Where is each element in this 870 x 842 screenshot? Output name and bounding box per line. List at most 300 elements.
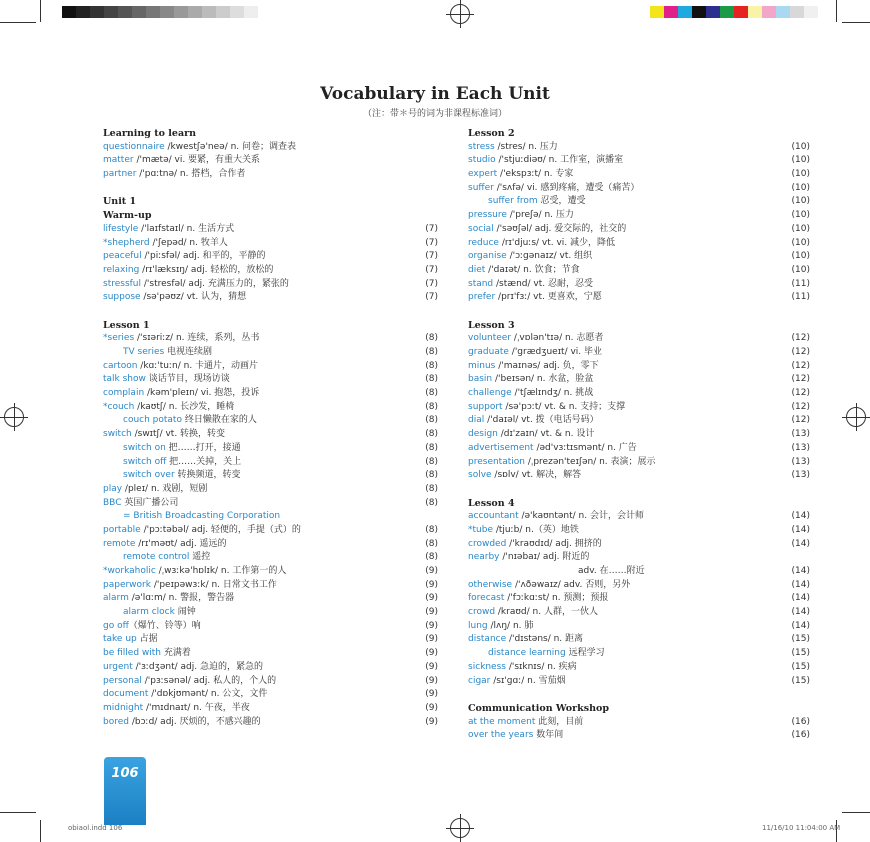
vocab-page-ref: (14) xyxy=(791,566,810,576)
vocab-definition: /rɪ'məʊt/ adj. 遥远的 xyxy=(135,538,227,549)
vocab-page-ref: (7) xyxy=(425,251,438,262)
vocab-word: pressure xyxy=(468,210,507,221)
vocab-definition: /swɪtʃ/ vt. 转换，转变 xyxy=(131,429,226,440)
vocab-definition: 电视连续剧 xyxy=(164,347,213,357)
vocab-word: questionnaire xyxy=(103,141,165,152)
vocab-entry-text xyxy=(468,551,786,565)
vocab-entry xyxy=(468,551,810,565)
vocab-word: *workaholic xyxy=(103,566,156,576)
vocab-page-ref: (9) xyxy=(425,675,438,686)
vocab-page-ref: (10) xyxy=(791,264,810,275)
vocab-page-ref xyxy=(414,168,438,182)
vocab-word: distance xyxy=(468,634,507,645)
vocab-entry-text xyxy=(468,633,786,647)
page-number: 106 xyxy=(111,766,139,781)
vocab-definition: /ˌvɒlən'tɪə/ n. 志愿者 xyxy=(511,333,604,344)
vocab-definition: 英国广播公司 xyxy=(121,497,179,508)
vocab-entry-text xyxy=(103,332,414,346)
vocab-entry xyxy=(468,223,810,237)
vocab-entry xyxy=(103,469,438,483)
vocab-word: dial xyxy=(468,415,485,426)
vocab-word: couch potato xyxy=(123,415,182,426)
vocab-word: forecast xyxy=(468,593,505,604)
vocab-page-ref: (8) xyxy=(425,470,438,481)
section-heading: Unit 1 xyxy=(103,196,137,208)
vocab-page-ref: (13) xyxy=(791,442,810,453)
vocab-entry-text xyxy=(468,373,786,387)
vocab-entry-text xyxy=(468,360,786,374)
vocab-page-ref: (9) xyxy=(425,593,438,604)
crop-mark xyxy=(842,812,870,813)
registration-mark-bottom xyxy=(446,814,474,842)
spacer xyxy=(468,688,810,702)
vocab-definition: /'ʃepəd/ n. 牧羊人 xyxy=(149,237,228,248)
vocab-entry-text xyxy=(103,592,414,606)
vocab-page-ref: (14) xyxy=(791,524,810,535)
vocab-word: otherwise xyxy=(468,579,513,590)
vocab-entry-text xyxy=(468,469,786,483)
vocab-page-ref: (8) xyxy=(425,483,438,494)
vocab-definition: /lʌŋ/ n. 肺 xyxy=(487,620,534,631)
vocab-definition: /'preʃə/ n. 压力 xyxy=(506,210,574,221)
vocab-entry-text xyxy=(468,729,786,743)
vocab-entry xyxy=(103,442,438,456)
vocab-page-ref: (9) xyxy=(425,620,438,631)
vocab-entry-text xyxy=(103,579,414,593)
vocab-page-ref: (16) xyxy=(791,730,810,741)
vocab-page-ref xyxy=(414,510,438,524)
vocab-page-ref: (9) xyxy=(425,579,438,590)
vocab-definition: /bɔːd/ adj. 厌烦的，不感兴趣的 xyxy=(128,716,261,727)
vocab-definition: 占据 xyxy=(136,634,158,645)
vocab-definition: /'daɪəl/ vt. 拨（电话号码） xyxy=(484,415,599,426)
vocab-definition: /'stjuːdiəʊ/ n. 工作室，演播室 xyxy=(495,155,624,166)
section-heading: Communication Workshop xyxy=(468,702,609,714)
vocab-word: solve xyxy=(468,470,492,481)
vocab-entry xyxy=(103,620,438,634)
vocab-entry xyxy=(468,592,810,606)
vocab-entry xyxy=(103,551,438,565)
vocab-entry xyxy=(468,278,810,292)
vocab-definition: /'dɒkjʊmənt/ n. 公文，文件 xyxy=(148,689,268,700)
vocab-page-ref: (8) xyxy=(425,333,438,344)
vocab-entry xyxy=(103,428,438,442)
vocab-word: play xyxy=(103,483,123,494)
vocab-entry xyxy=(468,729,810,743)
vocab-page-ref: (9) xyxy=(425,607,438,618)
section-heading: Lesson 1 xyxy=(103,319,150,331)
vocab-entry xyxy=(103,237,438,251)
vocab-word: cigar xyxy=(468,675,491,686)
vocab-entry-text xyxy=(103,442,414,456)
vocab-entry-text xyxy=(103,414,414,428)
vocab-entry-text xyxy=(468,154,786,168)
vocab-entry-text xyxy=(103,716,414,730)
vocab-word: talk show xyxy=(103,374,146,385)
vocab-entry-text xyxy=(468,291,786,305)
vocab-entry xyxy=(103,401,438,415)
vocab-page-ref: (11) xyxy=(791,292,810,303)
vocab-page-ref: (8) xyxy=(425,456,438,467)
vocab-definition: /'peɪpəwɜːk/ n. 日常文书工作 xyxy=(150,579,277,590)
vocab-page-ref: (9) xyxy=(425,648,438,659)
vocab-word: presentation xyxy=(468,456,525,467)
vocab-word: urgent xyxy=(103,661,133,672)
vocab-definition: /sə'pəʊz/ vt. 认为，猜想 xyxy=(140,292,247,303)
crop-mark xyxy=(40,0,41,22)
vocab-page-ref: (10) xyxy=(791,251,810,262)
footer-timestamp: 11/16/10 11:04:00 AM xyxy=(762,824,841,832)
vocab-page-ref: (8) xyxy=(425,552,438,563)
vocab-entry-text xyxy=(103,264,414,278)
vocab-page-ref: (7) xyxy=(425,264,438,275)
vocab-definition: 闹钟 xyxy=(174,607,196,618)
vocab-entry-text xyxy=(103,291,414,305)
vocab-entry xyxy=(468,661,810,675)
vocab-entry xyxy=(468,237,810,251)
vocab-word: graduate xyxy=(468,347,509,357)
vocab-definition: /'səʊʃəl/ adj. 爱交际的，社交的 xyxy=(493,223,627,234)
vocab-definition: 此刻，目前 xyxy=(535,716,584,727)
vocab-definition: 把……关掉，关上 xyxy=(166,456,242,467)
vocab-entry xyxy=(468,387,810,401)
vocab-word: crowd xyxy=(468,607,496,618)
vocab-word: studio xyxy=(468,155,496,166)
vocab-entry xyxy=(468,565,810,579)
vocab-word: portable xyxy=(103,524,141,535)
vocab-definition: /rɪ'læksɪŋ/ adj. 轻松的，放松的 xyxy=(139,264,274,275)
vocab-definition: /'pɜːsənəl/ adj. 私人的，个人的 xyxy=(141,675,277,686)
vocab-definition: /'sɪəriːz/ n. 连续，系列，丛书 xyxy=(134,333,260,344)
crop-mark xyxy=(0,22,36,23)
vocab-definition: /'stresfəl/ adj. 充满压力的，紧张的 xyxy=(141,278,289,289)
vocab-page-ref: (10) xyxy=(791,210,810,221)
vocab-definition: /sɒlv/ vt. 解决，解答 xyxy=(491,470,582,481)
vocab-entry xyxy=(468,332,810,346)
vocab-word: switch off xyxy=(123,456,167,467)
vocab-word: accountant xyxy=(468,511,519,522)
vocab-entry xyxy=(103,346,438,360)
vocab-entry xyxy=(468,346,810,360)
vocab-page-ref: (14) xyxy=(791,607,810,618)
vocab-page-ref: (7) xyxy=(425,292,438,303)
vocab-entry-text xyxy=(468,237,786,251)
vocab-entry xyxy=(103,647,438,661)
vocab-word: *shepherd xyxy=(103,237,150,248)
vocab-page-ref: (10) xyxy=(791,155,810,166)
vocab-word: suffer from xyxy=(488,196,538,207)
vocab-entry-text xyxy=(468,264,786,278)
vocab-entry xyxy=(468,154,810,168)
vocab-entry-text xyxy=(103,469,414,483)
vocab-entry xyxy=(468,579,810,593)
page-title: Vocabulary in Each Unit xyxy=(320,84,550,104)
vocab-page-ref: (10) xyxy=(791,141,810,152)
vocab-entry xyxy=(103,592,438,606)
vocab-entry-text xyxy=(468,538,786,552)
vocab-page-ref: (8) xyxy=(425,360,438,371)
vocab-definition: /'beɪsən/ n. 水盆，脸盆 xyxy=(492,374,594,385)
vocab-page-ref: (8) xyxy=(425,538,438,549)
vocab-entry-text xyxy=(468,592,786,606)
vocab-page-ref: (12) xyxy=(791,333,810,344)
vocab-entry xyxy=(468,675,810,689)
vocab-entry xyxy=(103,168,438,182)
vocab-word: suppose xyxy=(103,292,141,303)
vocab-definition: 远程学习 xyxy=(565,648,605,659)
vocab-page-ref: (8) xyxy=(425,415,438,426)
vocab-entry xyxy=(468,360,810,374)
vocab-entry xyxy=(103,688,438,702)
vocab-entry xyxy=(103,579,438,593)
spacer xyxy=(103,182,438,196)
crop-mark xyxy=(836,0,837,22)
vocab-definition: /'sʌfə/ vi. 感到疼痛，遭受（痛苦） xyxy=(493,182,640,193)
vocab-entry-text xyxy=(103,633,414,647)
vocab-page-ref: (11) xyxy=(791,278,810,289)
vocab-entry-text xyxy=(468,182,786,196)
vocab-page-ref: (9) xyxy=(425,702,438,713)
vocab-definition: /'laɪfstaɪl/ n. 生活方式 xyxy=(138,223,235,234)
vocab-page-ref: (7) xyxy=(425,278,438,289)
vocab-definition: /kraʊd/ n. 人群，一伙人 xyxy=(495,607,598,618)
vocab-page-ref: (8) xyxy=(425,442,438,453)
vocab-word: cartoon xyxy=(103,360,138,371)
vocab-entry xyxy=(468,469,810,483)
vocab-word: diet xyxy=(468,264,486,275)
vocab-entry-text xyxy=(468,401,786,415)
vocab-definition: 数年间 xyxy=(533,730,564,741)
vocab-word: prefer xyxy=(468,292,496,303)
vocab-definition: /rɪ'djuːs/ vt. vi. 减少，降低 xyxy=(498,237,616,248)
vocab-entry-text xyxy=(103,538,414,552)
vocab-definition: /'piːsfəl/ adj. 和平的，平静的 xyxy=(141,251,266,262)
color-calibration-bar xyxy=(650,6,818,18)
vocab-definition: /'fɔːkɑːst/ n. 预测；预报 xyxy=(504,593,609,604)
vocab-entry xyxy=(468,209,810,223)
vocab-definition: /tjuːb/ n.（英）地铁 xyxy=(492,524,579,535)
vocab-entry xyxy=(468,250,810,264)
vocab-definition: 转换频道，转变 xyxy=(174,470,241,481)
vocab-entry xyxy=(468,606,810,620)
vocab-word: over the years xyxy=(468,730,534,741)
vocab-entry xyxy=(103,661,438,675)
vocab-page-ref: (14) xyxy=(791,511,810,522)
vocab-page-ref: (12) xyxy=(791,388,810,399)
vocab-entry-text xyxy=(103,551,414,565)
vocab-definition: /'dɪstəns/ n. 距离 xyxy=(506,634,584,645)
vocab-word: bored xyxy=(103,716,129,727)
vocab-entry-text xyxy=(103,510,414,524)
vocab-definition: /kəm'pleɪn/ vi. 抱怨，投诉 xyxy=(144,388,260,399)
vocab-entry-text xyxy=(468,195,786,209)
vocab-entry xyxy=(103,497,438,511)
vocab-entry xyxy=(468,538,810,552)
vocab-definition: /əd'vɜːtɪsmənt/ n. 广告 xyxy=(533,442,637,453)
section-heading: Lesson 3 xyxy=(468,319,515,331)
vocab-entry xyxy=(103,716,438,730)
crop-mark xyxy=(842,22,870,23)
vocab-word: complain xyxy=(103,388,145,399)
grayscale-calibration-bar xyxy=(62,6,258,18)
vocab-entry-text xyxy=(468,223,786,237)
vocab-entry-text xyxy=(468,414,786,428)
vocab-page-ref: (8) xyxy=(425,401,438,412)
vocab-entry-text xyxy=(103,483,414,497)
vocab-word: organise xyxy=(468,251,507,262)
vocab-word: *couch xyxy=(103,401,135,412)
vocab-page-ref: (9) xyxy=(425,689,438,700)
vocab-page-ref: (14) xyxy=(791,593,810,604)
vocab-entry-text xyxy=(103,387,414,401)
vocab-entry-text xyxy=(468,606,786,620)
vocab-definition: /kɑː'tuːn/ n. 卡通片，动画片 xyxy=(137,360,259,371)
vocab-page-ref: (15) xyxy=(791,661,810,672)
vocab-word: at the moment xyxy=(468,716,536,727)
vocab-definition: /kaʊtʃ/ n. 长沙发，睡椅 xyxy=(134,401,235,412)
vocab-definition: /kwestʃə'neə/ n. 问卷；调查表 xyxy=(164,141,297,152)
vocab-page-ref: (9) xyxy=(425,716,438,727)
vocab-page-ref: (14) xyxy=(791,620,810,631)
vocab-word: lifestyle xyxy=(103,223,139,234)
vocab-definition: /'ekspɜːt/ n. 专家 xyxy=(497,169,574,180)
vocab-page-ref: (14) xyxy=(791,579,810,590)
vocab-page-ref xyxy=(414,154,438,168)
vocab-page-ref: (7) xyxy=(425,237,438,248)
vocab-entry-text xyxy=(468,661,786,675)
vocab-entry xyxy=(468,456,810,470)
vocab-page-ref: (12) xyxy=(791,415,810,426)
vocab-entry-text xyxy=(468,524,786,538)
vocab-page-ref: (9) xyxy=(425,634,438,645)
vocab-word: basin xyxy=(468,374,493,385)
vocab-definition: adv. 在……附近 xyxy=(578,566,645,576)
vocab-entry-text xyxy=(468,209,786,223)
vocab-page-ref: (13) xyxy=(791,470,810,481)
vocab-word: volunteer xyxy=(468,333,512,344)
vocab-entry-text xyxy=(468,565,786,579)
vocab-definition: /'daɪət/ n. 饮食；节食 xyxy=(485,264,580,275)
vocab-entry-text xyxy=(103,647,414,661)
vocab-word: sickness xyxy=(468,661,506,672)
vocab-word: partner xyxy=(103,169,137,180)
vocab-word: personal xyxy=(103,675,142,686)
vocab-entry-text xyxy=(468,141,786,155)
vocab-page-ref: (10) xyxy=(791,196,810,207)
vocab-entry xyxy=(103,606,438,620)
vocab-word: social xyxy=(468,223,494,234)
vocab-definition: /ˌprezən'teɪʃən/ n. 表演；展示 xyxy=(524,456,656,467)
vocab-entry xyxy=(103,360,438,374)
vocab-definition: 忍受，遭受 xyxy=(537,196,586,207)
vocab-word: support xyxy=(468,401,503,412)
vocab-definition: 谈话节目，现场访谈 xyxy=(145,374,230,385)
vocab-word: go off xyxy=(103,620,129,631)
vocab-entry-text xyxy=(103,346,414,360)
vocab-entry-text xyxy=(468,579,786,593)
vocab-definition: /'pɔːtəbəl/ adj. 轻便的，手提（式）的 xyxy=(140,524,301,535)
vocab-definition: /sɪ'gɑː/ n. 雪茄烟 xyxy=(490,675,566,686)
vocab-entry-text xyxy=(103,237,414,251)
vocab-definition: /'ɔːgənaɪz/ vt. 组织 xyxy=(506,251,593,262)
vocab-page-ref: (10) xyxy=(791,237,810,248)
footer-file-label: obiaol.indd 106 xyxy=(68,824,123,832)
vocab-entry xyxy=(103,510,438,524)
vocab-definition: /ˌwɜːkə'hɒlɪk/ n. 工作第一的人 xyxy=(155,566,287,576)
vocab-entry xyxy=(103,483,438,497)
vocab-page-ref xyxy=(414,141,438,155)
vocab-entry-text xyxy=(103,401,414,415)
crop-mark xyxy=(0,812,36,813)
vocab-entry-text xyxy=(468,456,786,470)
vocab-word: advertisement xyxy=(468,442,534,453)
section-heading: Warm-up xyxy=(103,210,152,222)
vocab-word: switch xyxy=(103,429,132,440)
vocab-word: alarm xyxy=(103,593,129,604)
vocab-entry xyxy=(103,524,438,538)
vocab-entry-text xyxy=(468,428,786,442)
vocab-entry-text xyxy=(468,250,786,264)
vocab-entry xyxy=(103,565,438,579)
vocab-definition: 充满着 xyxy=(161,648,191,659)
vocab-word: paperwork xyxy=(103,579,151,590)
vocab-entry xyxy=(468,401,810,415)
vocab-entry-text xyxy=(468,442,786,456)
vocab-definition: /'sɪknɪs/ n. 疾病 xyxy=(505,661,577,672)
vocab-definition: /prɪ'fɜː/ vt. 更喜欢，宁愿 xyxy=(495,292,602,303)
vocab-entry xyxy=(468,182,810,196)
vocab-word: midnight xyxy=(103,702,144,713)
vocab-word: suffer xyxy=(468,182,494,193)
vocab-page-ref: (12) xyxy=(791,374,810,385)
vocab-definition: /ə'lɑːm/ n. 警报，警告器 xyxy=(128,593,235,604)
vocab-word: remote xyxy=(103,538,136,549)
vocab-definition: /'ʌðəwaɪz/ adv. 否则，另外 xyxy=(512,579,631,590)
vocab-page-ref: (12) xyxy=(791,401,810,412)
vocab-definition: /sə'pɔːt/ vt. & n. 支持；支撑 xyxy=(502,401,626,412)
vocab-entry xyxy=(103,702,438,716)
vocab-entry-text xyxy=(468,332,786,346)
vocab-entry xyxy=(468,168,810,182)
vocab-page-ref: (12) xyxy=(791,347,810,357)
registration-mark-left xyxy=(0,403,28,431)
vocab-entry xyxy=(468,716,810,730)
vocab-word: TV series xyxy=(123,347,165,357)
vocab-entry xyxy=(103,141,438,155)
vocab-entry xyxy=(468,264,810,278)
vocab-entry-text xyxy=(103,168,414,182)
vocab-page-ref: (15) xyxy=(791,648,810,659)
vocab-entry xyxy=(468,414,810,428)
vocab-entry-text xyxy=(103,497,414,511)
vocab-entry xyxy=(103,414,438,428)
vocab-entry-text xyxy=(468,278,786,292)
vocab-word: BBC xyxy=(103,497,122,508)
vocab-entry-text xyxy=(468,716,786,730)
vocab-entry xyxy=(103,278,438,292)
vocab-entry xyxy=(468,633,810,647)
vocab-definition: /'pɑːtnə/ n. 搭档，合作者 xyxy=(136,169,246,180)
vocab-word: minus xyxy=(468,360,496,371)
crop-mark xyxy=(40,820,41,842)
vocab-entry-text xyxy=(468,168,786,182)
vocab-page-ref: (10) xyxy=(791,223,810,234)
vocab-word: alarm clock xyxy=(123,607,175,618)
vocabulary-column-right xyxy=(468,127,810,743)
vocab-word: lung xyxy=(468,620,488,631)
vocab-entry-text xyxy=(468,675,786,689)
vocab-entry xyxy=(468,442,810,456)
